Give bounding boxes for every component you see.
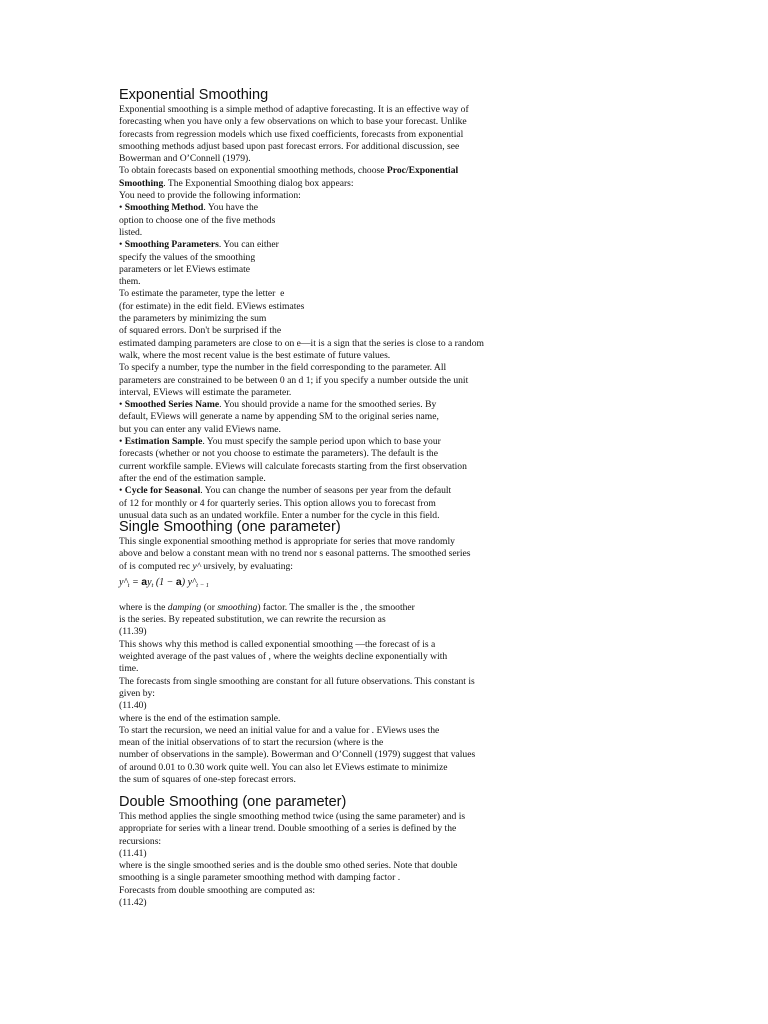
- paragraph-line: but you can enter any valid EViews name.: [119, 423, 281, 435]
- section-title: Exponential Smoothing: [119, 87, 269, 103]
- paragraph-line: default, EViews will generate a name by appending SM to the original series name,: [119, 411, 439, 423]
- where-text: (or: [201, 601, 218, 613]
- estimate-text: To estimate the parameter, type the letter: [119, 288, 276, 300]
- intro-tail-text: ursively, by evaluating:: [203, 560, 293, 572]
- paragraph-line: of 12 for monthly or 4 for quarterly series. This option allows you to forecast from: [119, 497, 436, 509]
- section-title: Single Smoothing (one parameter): [119, 519, 341, 535]
- bullet-glyph: •: [119, 436, 123, 448]
- bullet-label: Cycle for Seasonal: [124, 485, 201, 497]
- paragraph-line: is the series. By repeated substitution, we can rewrite the recursion as: [119, 614, 386, 626]
- paragraph-line: forecasts from regression models which use fixed coefficients, forecasts from exponential: [119, 128, 464, 140]
- paragraph-line: given by:: [119, 687, 155, 699]
- paragraph-line: You need to provide the following information:: [119, 190, 301, 202]
- paragraph-line: Exponential smoothing is a simple method of adaptive forecasting. It is an effective way of: [119, 104, 469, 115]
- equation-number: (11.42): [119, 897, 147, 909]
- section-double-smoothing: [119, 793, 539, 909]
- bullet-estimation-sample: [119, 436, 539, 448]
- bullet-text: . You can either: [218, 239, 279, 251]
- equation-number: (11.41): [119, 847, 147, 859]
- paragraph-line: above and below a constant mean with no trend nor s easonal patterns. The smoothed series: [119, 548, 471, 560]
- equation-equals: =: [129, 576, 142, 588]
- equation-single-smoothing: [119, 575, 539, 591]
- paragraph-line: [119, 178, 539, 190]
- equation-rhs-subscript: t − 1: [196, 581, 209, 589]
- paragraph-line: [119, 561, 539, 573]
- paragraph-line: number of observations in the sample). Bowerman and O’Connell (1979) suggest that values: [119, 749, 476, 761]
- equation-middle: (1 −: [153, 576, 176, 588]
- bullet-cycle-for-seasonal: [119, 485, 539, 497]
- paragraph-line: smoothing is a single parameter smoothing method with damping factor .: [119, 872, 401, 884]
- equation-close: ): [181, 576, 188, 588]
- paragraph-line: forecasting when you have only a few observations on which to base your forecast. Unlike: [119, 116, 467, 128]
- paragraph-line: listed.: [119, 226, 143, 238]
- paragraph-line: of around 0.01 to 0.30 work quite well. You can also let EViews estimate to minimize: [119, 761, 448, 773]
- bullet-text: . You have the: [203, 202, 259, 214]
- paragraph-line: them.: [119, 276, 141, 288]
- paragraph-line: [119, 602, 539, 614]
- equation-number: (11.40): [119, 700, 147, 712]
- paragraph-line: [119, 165, 539, 177]
- menu-path-text: Smoothing: [119, 177, 164, 189]
- menu-path-text: Proc/Exponential: [386, 165, 459, 177]
- section-single-smoothing: [119, 518, 539, 786]
- paragraph-line: To start the recursion, we need an initial value for and a value for . EViews uses the: [119, 724, 440, 736]
- paragraph-line: parameters or let EViews estimate: [119, 263, 251, 275]
- paragraph-line: where is the single smoothed series and is the double smo othed series. Note that double: [119, 860, 458, 872]
- menu-intro-text: To obtain forecasts based on exponential smoothing methods, choose: [119, 165, 387, 177]
- paragraph-line: the sum of squares of one-step forecast errors.: [119, 774, 296, 786]
- alpha-symbol: a: [141, 575, 148, 588]
- bullet-glyph: •: [119, 202, 123, 214]
- bullet-glyph: •: [119, 399, 123, 411]
- bullet-smoothing-method: [119, 202, 539, 214]
- paragraph-line: Forecasts from double smoothing are computed as:: [119, 884, 316, 896]
- intro-text: of is computed rec: [119, 560, 193, 572]
- paragraph-line: estimated damping parameters are close to on e—it is a sign that the series is close to a random: [119, 337, 484, 349]
- equation-y-subscript: t: [151, 581, 154, 589]
- bullet-text: . You should provide a name for the smoothed series. By: [219, 399, 437, 411]
- paragraph-line: option to choose one of the five methods: [119, 214, 276, 226]
- paragraph-line: after the end of the estimation sample.: [119, 472, 266, 484]
- menu-followup-text: . The Exponential Smoothing dialog box appears:: [163, 177, 354, 189]
- bullet-smoothing-parameters: [119, 239, 539, 251]
- paragraph-line: This shows why this method is called exponential smoothing —the forecast of is a: [119, 638, 436, 650]
- paragraph-line: current workfile sample. EViews will calculate forecasts starting from the first observation: [119, 460, 467, 472]
- paragraph-line: (for estimate) in the edit field. EViews estimates: [119, 300, 305, 312]
- paragraph-line: mean of the initial observations of to start the recursion (where is the: [119, 737, 384, 749]
- paragraph-line: This single exponential smoothing method is appropriate for series that move randomly: [119, 536, 455, 547]
- where-text: where is the: [119, 601, 168, 613]
- where-text: ) factor. The smaller is the , the smoother: [257, 601, 415, 613]
- y-hat-symbol: y^: [192, 560, 201, 572]
- paragraph-line: [119, 288, 539, 300]
- smoothing-term: smoothing: [217, 601, 258, 613]
- bullet-glyph: •: [119, 485, 123, 497]
- bullet-text: . You must specify the sample period upon which to base your: [202, 436, 441, 448]
- paragraph-line: recursions:: [119, 835, 162, 847]
- paragraph-line: of squared errors. Don't be surprised if the: [119, 325, 282, 337]
- paragraph-line: time.: [119, 663, 139, 675]
- bullet-label: Smoothing Method: [124, 202, 204, 214]
- equation-lhs: y^: [119, 576, 128, 588]
- section-exponential-smoothing: [119, 86, 539, 522]
- paragraph-line: specify the values of the smoothing: [119, 251, 256, 263]
- section-title: Double Smoothing (one parameter): [119, 794, 347, 810]
- bullet-smoothed-series-name: [119, 399, 539, 411]
- bullet-label: Smoothed Series Name: [124, 399, 220, 411]
- equation-number: (11.39): [119, 626, 147, 638]
- equation-lhs-subscript: t: [127, 581, 130, 589]
- paragraph-line: weighted average of the past values of , where the weights decline exponentially with: [119, 651, 448, 663]
- paragraph-line: To specify a number, type the number in the field corresponding to the parameter. All: [119, 362, 447, 374]
- bullet-glyph: •: [119, 239, 123, 251]
- paragraph-line: forecasts (whether or not you choose to estimate the parameters). The default is the: [119, 448, 438, 460]
- equation-rhs: y^: [187, 576, 197, 588]
- paragraph-line: unusual data such as an undated workfile. Enter a number for the cycle in this field.: [119, 509, 440, 521]
- damping-term: damping: [167, 601, 202, 613]
- paragraph-line: appropriate for series with a linear trend. Double smoothing of a series is defined by the: [119, 823, 457, 835]
- estimate-letter: e: [280, 288, 285, 300]
- bullet-label: Estimation Sample: [124, 436, 203, 448]
- alpha-symbol: a: [175, 575, 182, 588]
- paragraph-line: This method applies the single smoothing method twice (using the same parameter) and is: [119, 811, 466, 822]
- bullet-text: . You can change the number of seasons per year from the default: [200, 485, 452, 497]
- paragraph-line: walk, where the most recent value is the best estimate of future values.: [119, 349, 391, 361]
- paragraph-line: interval, EViews will estimate the parameter.: [119, 386, 292, 398]
- paragraph-line: parameters are constrained to be between 0 an d 1; if you specify a number outside the unit: [119, 374, 469, 386]
- paragraph-line: The forecasts from single smoothing are constant for all future observations. This constant is: [119, 675, 475, 687]
- paragraph-line: smoothing methods adjust based upon past forecast errors. For additional discussion, see: [119, 140, 460, 152]
- equation-y: y: [147, 576, 152, 588]
- paragraph-line: where is the end of the estimation sample.: [119, 712, 281, 724]
- paragraph-line: Bowerman and O’Connell (1979).: [119, 153, 251, 165]
- bullet-label: Smoothing Parameters: [124, 239, 219, 251]
- paragraph-line: the parameters by minimizing the sum: [119, 313, 267, 325]
- spacer: [119, 591, 539, 602]
